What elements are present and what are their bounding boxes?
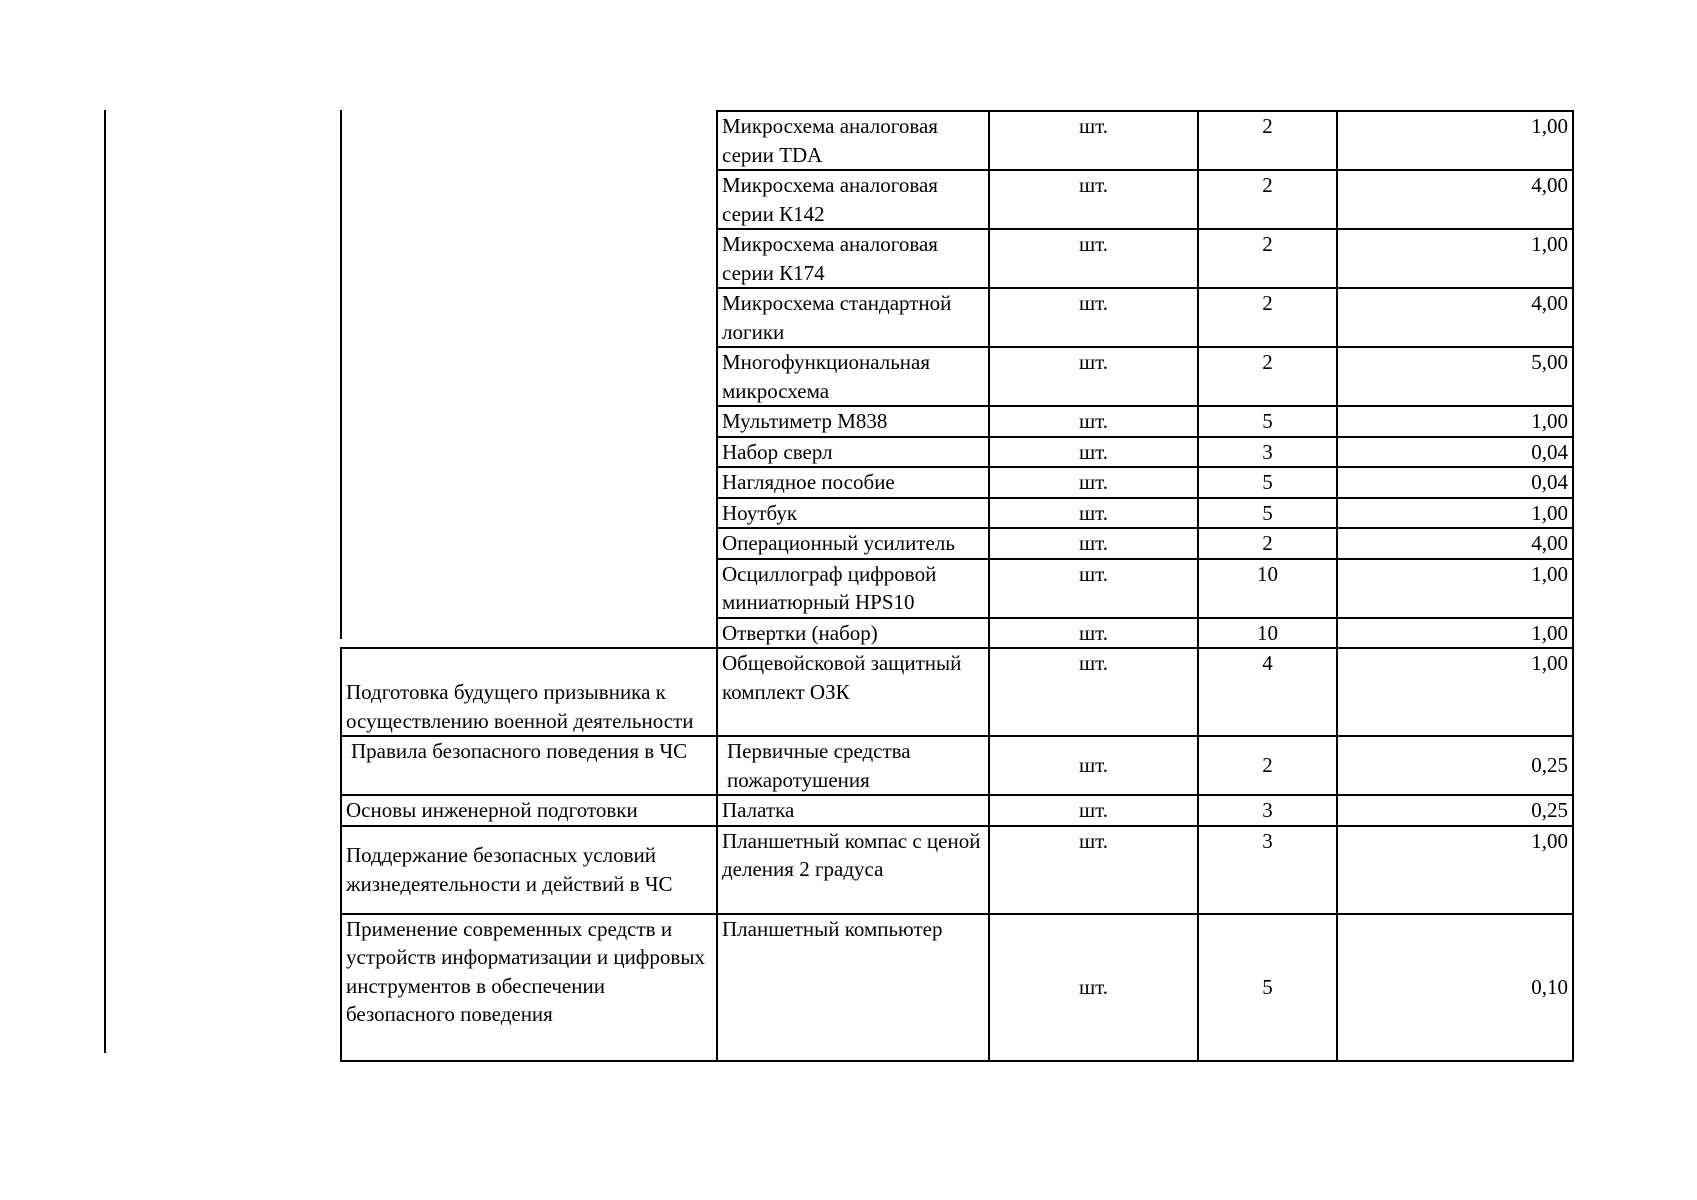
- qty-cell: 2: [1198, 229, 1337, 288]
- value-cell: 1,00: [1337, 406, 1573, 437]
- topic-cell: Основы инженерной подготовки: [341, 795, 717, 826]
- item-name: Отвертки (набор): [717, 618, 989, 649]
- item-name: Мультиметр М838: [717, 406, 989, 437]
- table-row: [341, 648, 1573, 736]
- unit-cell: шт.: [989, 229, 1198, 288]
- topic-cell: Подготовка будущего призывника к осуществлению военной деятельности: [341, 648, 717, 736]
- topic-cell: Поддержание безопасных условий жизнедеятельности и действий в ЧС: [341, 826, 717, 914]
- unit-cell: шт.: [989, 528, 1198, 559]
- unit-cell: шт.: [989, 347, 1198, 406]
- unit-cell: шт.: [989, 648, 1198, 736]
- unit-cell: шт.: [989, 170, 1198, 229]
- value-cell: 1,00: [1337, 559, 1573, 618]
- unit-cell: шт.: [989, 111, 1198, 170]
- value-cell: 5,00: [1337, 347, 1573, 406]
- qty-cell: 2: [1198, 111, 1337, 170]
- item-name: Палатка: [717, 795, 989, 826]
- unit-cell: шт.: [989, 826, 1198, 914]
- qty-cell: 5: [1198, 914, 1337, 1061]
- item-name: Первичные средства пожаротушения: [717, 736, 989, 795]
- item-name: Ноутбук: [717, 498, 989, 529]
- left-margin-rule: [104, 110, 106, 1053]
- item-name: Многофункциональная микросхема: [717, 347, 989, 406]
- qty-cell: 2: [1198, 288, 1337, 347]
- unit-cell: шт.: [989, 914, 1198, 1061]
- value-cell: 4,00: [1337, 288, 1573, 347]
- item-name: Микросхема стандартной логики: [717, 288, 989, 347]
- qty-cell: 10: [1198, 559, 1337, 618]
- item-name: Набор сверл: [717, 437, 989, 468]
- value-cell: 1,00: [1337, 618, 1573, 649]
- qty-cell: 4: [1198, 648, 1337, 736]
- qty-cell: 3: [1198, 826, 1337, 914]
- value-cell: 0,25: [1337, 795, 1573, 826]
- unit-cell: шт.: [989, 406, 1198, 437]
- value-cell: 0,04: [1337, 437, 1573, 468]
- value-cell: 0,04: [1337, 467, 1573, 498]
- value-cell: 0,25: [1337, 736, 1573, 795]
- qty-cell: 10: [1198, 618, 1337, 649]
- unit-cell: шт.: [989, 437, 1198, 468]
- item-name: Микросхема аналоговая серии К174: [717, 229, 989, 288]
- value-cell: 1,00: [1337, 826, 1573, 914]
- qty-cell: 2: [1198, 528, 1337, 559]
- unit-cell: шт.: [989, 736, 1198, 795]
- table-row: [341, 826, 1573, 914]
- topic-cell-empty: [341, 111, 717, 648]
- item-name: Наглядное пособие: [717, 467, 989, 498]
- item-name: Планшетный компас с ценой деления 2 градуса: [717, 826, 989, 914]
- unit-cell: шт.: [989, 288, 1198, 347]
- item-name: Осциллограф цифровой миниатюрный HPS10: [717, 559, 989, 618]
- item-name: Планшетный компьютер: [717, 914, 989, 1061]
- value-cell: 1,00: [1337, 111, 1573, 170]
- table-row: [341, 795, 1573, 826]
- equipment-table: [340, 110, 1574, 1062]
- unit-cell: шт.: [989, 618, 1198, 649]
- qty-cell: 2: [1198, 170, 1337, 229]
- unit-cell: шт.: [989, 559, 1198, 618]
- item-name: Общевойсковой защитный комплект ОЗК: [717, 648, 989, 736]
- value-cell: 1,00: [1337, 498, 1573, 529]
- value-cell: 4,00: [1337, 170, 1573, 229]
- table-row: [341, 736, 1573, 795]
- qty-cell: 2: [1198, 736, 1337, 795]
- unit-cell: шт.: [989, 795, 1198, 826]
- qty-cell: 2: [1198, 347, 1337, 406]
- qty-cell: 5: [1198, 467, 1337, 498]
- topic-cell: Правила безопасного поведения в ЧС: [341, 736, 717, 795]
- table-row: [341, 111, 1573, 170]
- value-cell: 1,00: [1337, 648, 1573, 736]
- value-cell: 1,00: [1337, 229, 1573, 288]
- unit-cell: шт.: [989, 467, 1198, 498]
- item-name: Микросхема аналоговая серии TDA: [717, 111, 989, 170]
- item-name: Операционный усилитель: [717, 528, 989, 559]
- item-name: Микросхема аналоговая серии К142: [717, 170, 989, 229]
- table-row: [341, 914, 1573, 1061]
- value-cell: 0,10: [1337, 914, 1573, 1061]
- qty-cell: 3: [1198, 437, 1337, 468]
- value-cell: 4,00: [1337, 528, 1573, 559]
- topic-cell: Применение современных средств и устройств информатизации и цифровых инструментов в обеспечении безопасного поведения: [341, 914, 717, 1061]
- qty-cell: 5: [1198, 406, 1337, 437]
- qty-cell: 5: [1198, 498, 1337, 529]
- qty-cell: 3: [1198, 795, 1337, 826]
- unit-cell: шт.: [989, 498, 1198, 529]
